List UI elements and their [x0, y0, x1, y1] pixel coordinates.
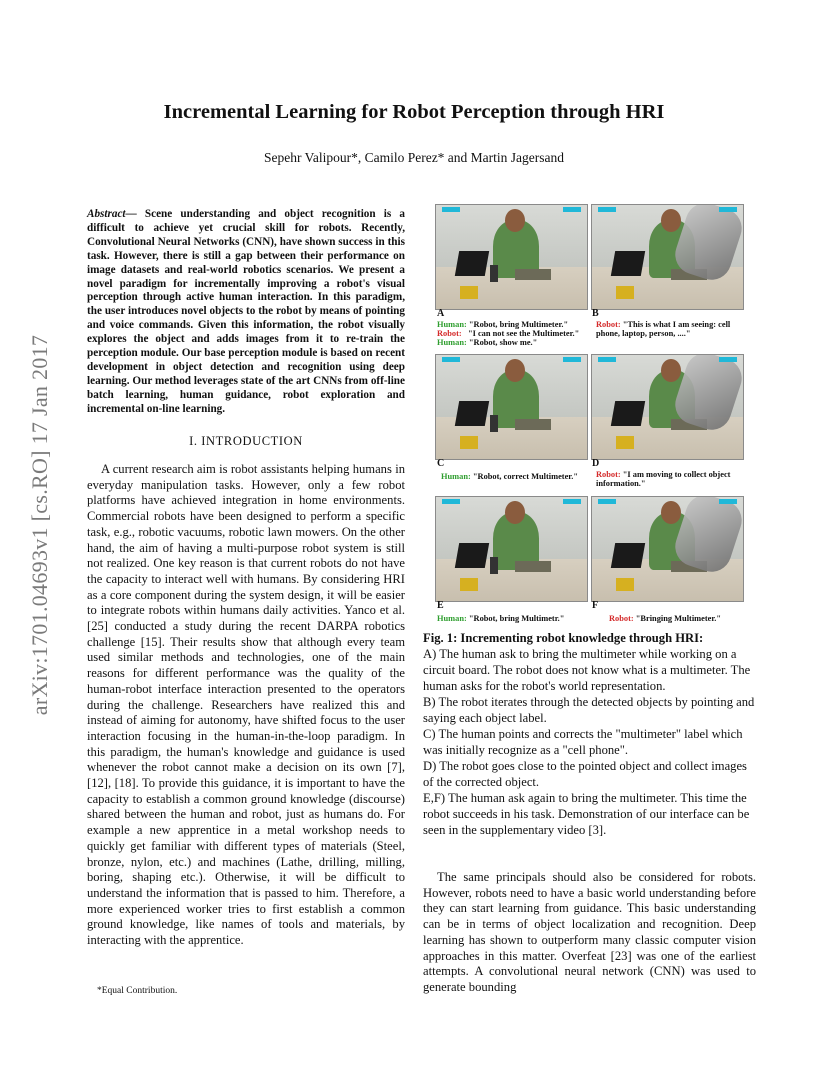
arxiv-identifier	[20, 290, 60, 760]
panel-letter-a: A	[437, 308, 445, 319]
panel-letter-e: E	[437, 600, 444, 611]
paper-title: Incremental Learning for Robot Perception through HRI	[163, 101, 665, 123]
panel-letter-d: D	[592, 458, 600, 469]
panel-letter-b: B	[592, 308, 599, 319]
caption-a-line2: Robot: "I can not see the Multimeter."	[437, 329, 580, 338]
figure-caption-line-a: A) The human ask to bring the multimeter while working on a circuit board. The robot does not know what is a multimeter. The human asks for the robot's world representation.	[423, 647, 751, 693]
caption-c: Human: "Robot, correct Multimeter."	[441, 472, 578, 481]
section-heading-introduction: I. INTRODUCTION	[189, 434, 303, 448]
caption-a-line1: Human: "Robot, bring Multimeter."	[437, 320, 569, 329]
figure-caption-title: Fig. 1: Incrementing robot knowledge through HRI:	[423, 631, 704, 645]
caption-b-line2: phone, laptop, person, ...."	[596, 329, 691, 338]
figure-caption-line-d: D) The robot goes close to the pointed object and collect images of the corrected object.	[423, 759, 747, 789]
figure-1-caption	[423, 630, 756, 838]
figure-panel-b	[591, 204, 744, 310]
caption-e: Human: "Robot, bring Multimetr."	[437, 614, 565, 623]
abstract-text: Scene understanding and object recognition is a difficult to achieve yet crucial skill for robots. Recently, Convolutional Neural Networks (CNN), have shown success in this task. However, there is still a gap between their performance on image datasets and real-world robotics scenarios. We present a novel paradigm for incrementally improving a robot's visual perception through active human interaction. In this paradigm, the user introduces novel objects to the robot by means of pointing and voice commands. Given this information, the robot visually explores the object and adds images from it to re-train the perception module. Our base perception module is based on recent development in object detection and recognition using deep learning. Our method leverages state of the art CNNs from off-line batch learning, human guidance, robot exploration and incremental on-line learning.	[87, 208, 406, 415]
right-column-paragraph: The same principals should also be considered for robots. However, robots need to have a basic world understanding before they can start learning from guidance. This basic understanding can be in terms of object localization and recognition. Deep learning has shown to outperform many classic computer vision approaches in this matter. Overfeat [23] was one of the earliest attempts. A convolutional neural network (CNN) was used to generate bounding	[423, 870, 756, 994]
abstract-label: Abstract	[87, 208, 126, 220]
panel-letter-c: C	[437, 458, 445, 469]
figure-caption-line-b: B) The robot iterates through the detected objects by pointing and saying each object label.	[423, 695, 755, 725]
abstract: Abstract— Scene understanding and object recognition is a difficult to achieve yet crucial skill for robots. Recently, Convolutional Neural Networks (CNN), have shown success in this task. However, there is still a gap between their performance on image datasets and real-world robotics scenarios. We present a novel paradigm for incrementally improving a robot's visual perception through active human interaction. In this paradigm, the user introduces novel objects to the robot by means of pointing and voice commands. Given this information, the robot visually explores the object and adds images from it to re-train the perception module. Our base perception module is based on recent development in object detection and recognition using deep learning. Our method leverages state of the art CNNs from off-line batch learning, human guidance, robot exploration and incremental on-line learning.	[87, 208, 406, 415]
caption-d-line2: information."	[596, 479, 646, 488]
figure-caption-line-ef: E,F) The human ask again to bring the multimeter. This time the robot succeeds in his task. Demonstration of our interface can be seen in the supplementary video [3].	[423, 791, 750, 837]
panel-letter-f: F	[592, 600, 599, 611]
caption-a-line3: Human: "Robot, show me."	[437, 338, 538, 347]
footnote: *Equal Contribution.	[97, 986, 178, 996]
figure-caption-line-c: C) The human points and corrects the "multimeter" label which was initially recognize as a "cell phone".	[423, 727, 743, 757]
introduction-paragraph: A current research aim is robot assistants helping humans in everyday manipulation tasks. However, only a few robot platforms have achieved integration in home environments. Commercial robots have been designed to perform a specific task, e.g., robotic vacuums, robotic lawn mowers. On the other hand, the aim of having a multi-purpose robot system is still not realized. One key reason is that current robots do not have the capacity to interact well with humans. By considering HRI as a core component during the system design, it will be easier to integrate robots within humans daily activities. Yanco et al. [25] conducted a study during the recent DARPA robotics challenge [15]. Their results show that although every team used similar methods and technologies, one of the main reasons for different performance was the quality of the human-robot interface interaction presented to the operators during the challenge. Researchers have realized this and instead of aiming for autonomy, have shifted focus to the user interaction focusing in the human-in-the-loop paradigm. In this paradigm, the human's knowledge and guidance is used whenever the robot cannot make a decision on its own [7], [12], [18]. To provide this guidance, it is important to have the capacity to establish a common ground knowledge (discourse) shared between the human and robot, just as humans do. For example a new apprentice in a metal workshop needs to quickly get familiar with different types of materials (Steel, bronze, nylon, etc.) and machines (Lathe, drilling, milling, boring, shaping etc.). Otherwise, it will be difficult to understand the information that is passed to him. Therefore, a more experienced worker tries to first establish a common ground knowledge, like names of tools and materials, by interacting with the apprentice.	[87, 462, 405, 948]
figure-panel-c	[435, 354, 588, 460]
figure-panel-e	[435, 496, 588, 602]
figure-1	[435, 204, 744, 623]
caption-b-line1: Robot: "This is what I am seeing: cell	[596, 320, 731, 329]
arxiv-identifier-text: arXiv:1701.04693v1 [cs.RO] 17 Jan 2017	[27, 334, 52, 716]
caption-d-line1: Robot: "I am moving to collect object	[596, 470, 731, 479]
figure-panel-f	[591, 496, 744, 602]
paper-authors: Sepehr Valipour*, Camilo Perez* and Martin Jagersand	[263, 150, 565, 165]
caption-f: Robot: "Bringing Multimeter."	[609, 614, 722, 623]
figure-panel-a	[435, 204, 588, 310]
figure-panel-d	[591, 354, 744, 460]
